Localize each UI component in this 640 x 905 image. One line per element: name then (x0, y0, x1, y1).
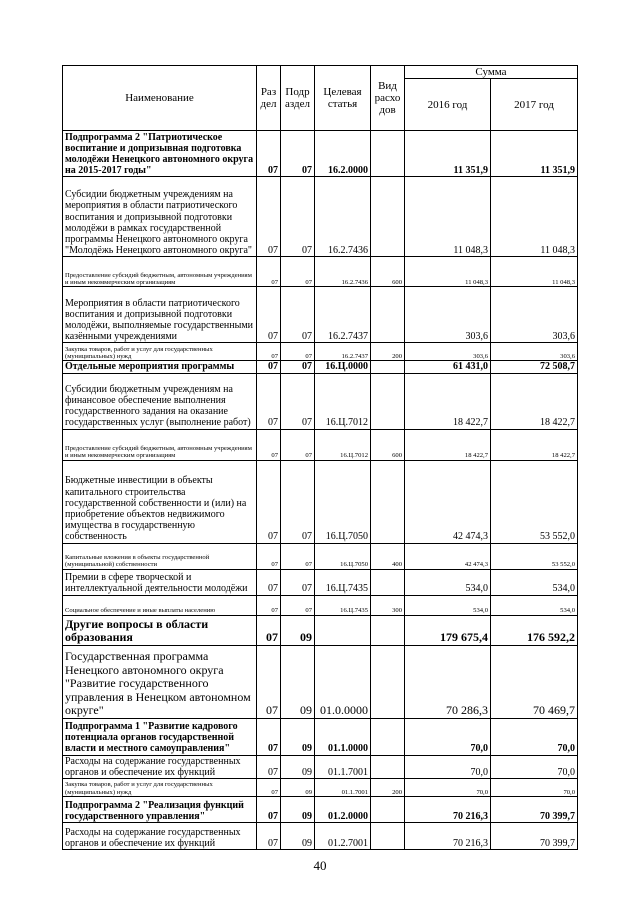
row-podrazdel: 09 (281, 718, 315, 755)
row-podrazdel: 07 (281, 361, 315, 373)
row-podrazdel: 07 (281, 429, 315, 460)
row-sum-2016: 42 474,3 (405, 543, 491, 569)
row-sum-2016: 70,0 (405, 755, 491, 778)
row-podrazdel: 09 (281, 645, 315, 718)
row-vid: 400 (371, 543, 405, 569)
table-row (63, 373, 578, 429)
table-row (63, 287, 578, 343)
row-razdel: 07 (257, 361, 281, 373)
row-vid (371, 645, 405, 718)
row-vid (371, 822, 405, 849)
row-razdel: 07 (257, 778, 281, 796)
row-sum-2017: 53 552,0 (491, 460, 578, 543)
row-target: 16.Ц.7435 (315, 595, 371, 615)
table-row (63, 257, 578, 287)
row-razdel: 07 (257, 373, 281, 429)
row-podrazdel: 09 (281, 755, 315, 778)
row-sum-2017: 11 048,3 (491, 177, 578, 257)
row-vid (371, 361, 405, 373)
header-name: Наименование (63, 66, 257, 131)
row-name: Капитальные вложения в объекты государственной (муниципальной) собственности (63, 543, 257, 569)
row-name: Другие вопросы в области образования (63, 615, 257, 645)
row-sum-2016: 534,0 (405, 595, 491, 615)
row-razdel: 07 (257, 287, 281, 343)
row-target: 16.Ц.7435 (315, 569, 371, 595)
row-podrazdel: 07 (281, 595, 315, 615)
row-sum-2016: 70 216,3 (405, 822, 491, 849)
row-target: 16.Ц.7050 (315, 543, 371, 569)
header-vid: Вид расхо дов (371, 66, 405, 131)
table-row (63, 778, 578, 796)
row-razdel: 07 (257, 755, 281, 778)
row-vid (371, 131, 405, 177)
row-sum-2017: 534,0 (491, 569, 578, 595)
row-sum-2017: 11 048,3 (491, 257, 578, 287)
row-target: 16.Ц.0000 (315, 361, 371, 373)
row-target: 16.2.0000 (315, 131, 371, 177)
row-name: Бюджетные инвестиции в объекты капитального строительства государственной собственности и (или) на приобретение объектов недвижимого имущества в государственную собственность (63, 460, 257, 543)
row-vid: 600 (371, 429, 405, 460)
row-razdel: 07 (257, 257, 281, 287)
row-vid (371, 373, 405, 429)
row-sum-2017: 70 469,7 (491, 645, 578, 718)
row-podrazdel: 07 (281, 460, 315, 543)
row-target: 01.2.7001 (315, 822, 371, 849)
table-row (63, 460, 578, 543)
row-sum-2017: 70,0 (491, 718, 578, 755)
row-vid: 200 (371, 343, 405, 361)
row-name: Предоставление субсидий бюджетным, автономным учреждениям и иным некоммерческим организациям (63, 257, 257, 287)
table-row (63, 343, 578, 361)
row-sum-2016: 61 431,0 (405, 361, 491, 373)
row-name: Расходы на содержание государственных органов и обеспечение их функций (63, 755, 257, 778)
row-sum-2017: 11 351,9 (491, 131, 578, 177)
row-sum-2017: 18 422,7 (491, 373, 578, 429)
row-podrazdel: 09 (281, 796, 315, 822)
row-name: Закупка товаров, работ и услуг для государственных (муниципальных) нужд (63, 343, 257, 361)
row-sum-2017: 18 422,7 (491, 429, 578, 460)
row-sum-2017: 53 552,0 (491, 543, 578, 569)
row-sum-2016: 11 048,3 (405, 177, 491, 257)
row-podrazdel: 07 (281, 257, 315, 287)
row-sum-2017: 70,0 (491, 778, 578, 796)
row-vid (371, 460, 405, 543)
row-name: Социальное обеспечение и иные выплаты населению (63, 595, 257, 615)
row-podrazdel: 07 (281, 343, 315, 361)
row-sum-2016: 70,0 (405, 718, 491, 755)
row-name: Закупка товаров, работ и услуг для государственных (муниципальных) нужд (63, 778, 257, 796)
row-podrazdel: 07 (281, 177, 315, 257)
row-target: 01.2.0000 (315, 796, 371, 822)
row-sum-2017: 303,6 (491, 343, 578, 361)
row-sum-2016: 70 216,3 (405, 796, 491, 822)
row-sum-2016: 70,0 (405, 778, 491, 796)
row-razdel: 07 (257, 543, 281, 569)
row-sum-2017: 70 399,7 (491, 796, 578, 822)
row-target: 16.2.7437 (315, 343, 371, 361)
table-row (63, 543, 578, 569)
row-sum-2017: 70 399,7 (491, 822, 578, 849)
row-target: 01.1.7001 (315, 778, 371, 796)
row-name: Расходы на содержание государственных органов и обеспечение их функций (63, 822, 257, 849)
row-name: Предоставление субсидий бюджетным, автономным учреждениям и иным некоммерческим организациям (63, 429, 257, 460)
row-razdel: 07 (257, 131, 281, 177)
row-vid (371, 569, 405, 595)
row-sum-2017: 70,0 (491, 755, 578, 778)
table-row (63, 796, 578, 822)
row-vid (371, 718, 405, 755)
row-name: Подпрограмма 1 "Развитие кадрового потенциала органов государственной власти и местного самоуправления" (63, 718, 257, 755)
row-name: Подпрограмма 2 "Патриотическое воспитание и допризывная подготовка молодёжи Ненецкого автономного округа на 2015-2017 годы" (63, 131, 257, 177)
row-target: 16.2.7437 (315, 287, 371, 343)
row-sum-2016: 70 286,3 (405, 645, 491, 718)
header-sum: Сумма (405, 66, 578, 79)
row-vid (371, 755, 405, 778)
row-razdel: 07 (257, 822, 281, 849)
row-razdel: 07 (257, 796, 281, 822)
row-razdel: 07 (257, 429, 281, 460)
row-razdel: 07 (257, 718, 281, 755)
row-sum-2016: 303,6 (405, 343, 491, 361)
table-row (63, 177, 578, 257)
row-sum-2016: 42 474,3 (405, 460, 491, 543)
table-row (63, 131, 578, 177)
table-row (63, 718, 578, 755)
header-target: Целевая статья (315, 66, 371, 131)
table-row (63, 595, 578, 615)
table-body (63, 131, 578, 850)
row-sum-2016: 534,0 (405, 569, 491, 595)
row-sum-2016: 18 422,7 (405, 429, 491, 460)
row-sum-2016: 11 048,3 (405, 257, 491, 287)
header-year-2017: 2017 год (491, 79, 578, 131)
row-sum-2016: 303,6 (405, 287, 491, 343)
table-row (63, 645, 578, 718)
row-razdel: 07 (257, 177, 281, 257)
row-sum-2017: 534,0 (491, 595, 578, 615)
row-vid (371, 615, 405, 645)
table-row (63, 822, 578, 849)
row-target: 16.Ц.7012 (315, 373, 371, 429)
table-row (63, 361, 578, 373)
row-razdel: 07 (257, 460, 281, 543)
header-podrazdel: Подр аздел (281, 66, 315, 131)
row-podrazdel: 09 (281, 822, 315, 849)
row-podrazdel: 07 (281, 131, 315, 177)
row-vid: 200 (371, 778, 405, 796)
row-name: Премии в сфере творческой и интеллектуальной деятельности молодёжи (63, 569, 257, 595)
row-name: Подпрограмма 2 "Реализация функций государственного управления" (63, 796, 257, 822)
row-target: 01.1.7001 (315, 755, 371, 778)
row-sum-2017: 176 592,2 (491, 615, 578, 645)
row-target: 01.0.0000 (315, 645, 371, 718)
row-sum-2016: 179 675,4 (405, 615, 491, 645)
row-target: 16.Ц.7012 (315, 429, 371, 460)
row-podrazdel: 07 (281, 543, 315, 569)
header-year-2016: 2016 год (405, 79, 491, 131)
row-target: 01.1.0000 (315, 718, 371, 755)
row-vid: 600 (371, 257, 405, 287)
row-sum-2017: 72 508,7 (491, 361, 578, 373)
row-razdel: 07 (257, 615, 281, 645)
row-sum-2016: 18 422,7 (405, 373, 491, 429)
row-name: Субсидии бюджетным учреждениям на финансовое обеспечение выполнения государственного задания на оказание государственных услуг (выполнение работ) (63, 373, 257, 429)
header-razdel: Раз дел (257, 66, 281, 131)
row-vid (371, 177, 405, 257)
row-podrazdel: 07 (281, 287, 315, 343)
row-podrazdel: 09 (281, 778, 315, 796)
row-podrazdel: 07 (281, 373, 315, 429)
row-razdel: 07 (257, 595, 281, 615)
row-razdel: 07 (257, 645, 281, 718)
row-vid: 300 (371, 595, 405, 615)
row-razdel: 07 (257, 343, 281, 361)
row-target (315, 615, 371, 645)
row-target: 16.2.7436 (315, 177, 371, 257)
row-target: 16.Ц.7050 (315, 460, 371, 543)
row-podrazdel: 09 (281, 615, 315, 645)
row-name: Отдельные мероприятия программы (63, 361, 257, 373)
row-vid (371, 287, 405, 343)
table-row (63, 615, 578, 645)
row-sum-2016: 11 351,9 (405, 131, 491, 177)
row-name: Государственная программа Ненецкого автономного округа "Развитие государственного управления в Ненецком автономном округе" (63, 645, 257, 718)
row-target: 16.2.7436 (315, 257, 371, 287)
row-vid (371, 796, 405, 822)
row-name: Мероприятия в области патриотического воспитания и допризывной подготовки молодёжи, выполняемые государственными казёнными учреждениями (63, 287, 257, 343)
table-row (63, 569, 578, 595)
row-razdel: 07 (257, 569, 281, 595)
budget-table (62, 65, 578, 850)
table-row (63, 755, 578, 778)
row-podrazdel: 07 (281, 569, 315, 595)
page-number: 40 (313, 858, 327, 873)
row-name: Субсидии бюджетным учреждениям на мероприятия в области патриотического воспитания и допризывной подготовки молодёжи в рамках государственной программы Ненецкого автономного округа "Молодёжь Ненецкого автономного округа" (63, 177, 257, 257)
table-row (63, 429, 578, 460)
row-sum-2017: 303,6 (491, 287, 578, 343)
